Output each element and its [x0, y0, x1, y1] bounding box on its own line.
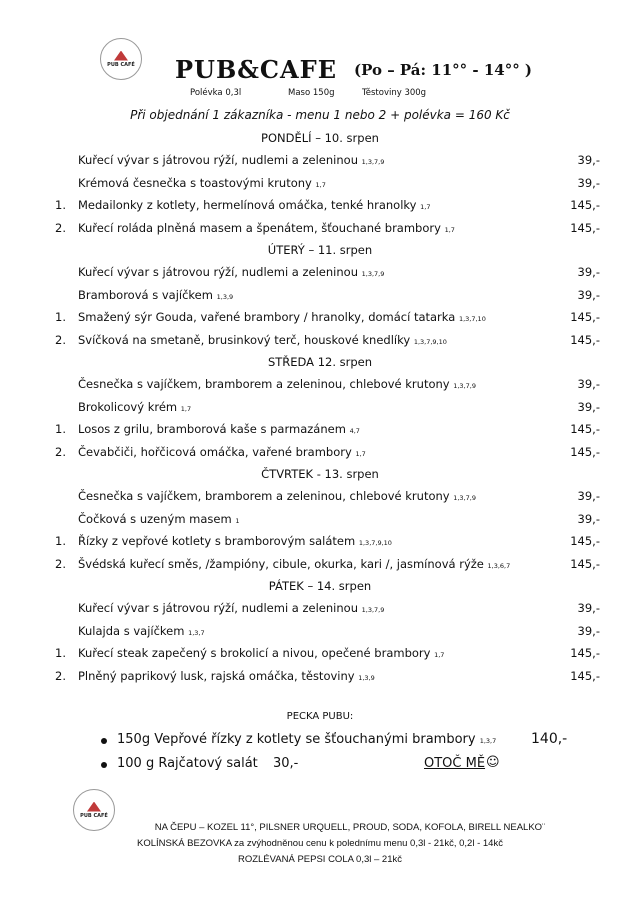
bullet-icon [101, 738, 107, 744]
item-name-wrap [78, 310, 486, 324]
item-name: Plněný paprikový lusk, rajská omáčka, těstoviny [78, 668, 355, 683]
allergens: 1,7 [420, 203, 431, 211]
item-name: Česnečka s vajíčkem, bramborem a zeleninou, chlebové krutony [78, 489, 450, 503]
item-name: Kuřecí vývar s játrovou rýží, nudlemi a zeleninou [78, 265, 358, 279]
item-number: 1. [55, 310, 66, 324]
allergens: 1,3,9 [358, 673, 375, 682]
special-item-1 [117, 732, 496, 747]
item-name: Čevabčiči, hořčicová omáčka, vařené brambory [78, 444, 352, 459]
allergens: 1,7 [434, 651, 445, 659]
allergens: 1,3,7,9 [361, 606, 385, 614]
special-item-2: 100 g Rajčatový salát [117, 756, 258, 771]
item-number: 2. [55, 556, 66, 571]
pub-logo [100, 38, 142, 80]
item-name-wrap [78, 153, 384, 167]
item-name: Svíčková na smetaně, brusinkový terč, houskové knedlíky [78, 332, 411, 347]
page-title: PUB&CAFE [175, 55, 337, 84]
allergens: 1,7 [180, 404, 192, 413]
day-heading: STŘEDA 12. srpen [267, 355, 373, 369]
allergens: 1,7 [444, 225, 455, 234]
item-number: 2. [55, 332, 66, 347]
item-price: 145,- [570, 310, 600, 324]
menu-item [0, 669, 640, 687]
menu-item [0, 288, 640, 306]
item-price: 145,- [570, 220, 600, 235]
allergens: 1,3,7,9 [361, 270, 385, 278]
item-price: 39,- [577, 489, 600, 503]
item-number: 1. [55, 198, 66, 212]
item-name-wrap [78, 333, 447, 347]
allergens: 1,3,7 [188, 628, 205, 637]
opening-hours: (Po – Pá: 11°° - 14°° ) [354, 61, 533, 79]
menu-item [0, 333, 640, 351]
item-name-wrap [78, 646, 444, 660]
menu-item [0, 310, 640, 328]
item-name: Švédská kuřecí směs, /žampióny, cibule, okurka, kari /, jasmínová rýže [78, 556, 484, 571]
item-name: Kuřecí vývar s játrovou rýží, nudlemi a zeleninou [78, 153, 358, 167]
item-name: Losos z grilu, bramborová kaše s parmazánem [78, 422, 346, 436]
portion-soup: Polévka 0,3l [190, 88, 242, 98]
item-name-wrap [78, 221, 455, 235]
item-number: 1. [55, 534, 66, 548]
item-price: 39,- [577, 153, 600, 167]
allergens: 1,7 [315, 180, 326, 189]
special-item-1-price: 140,- [531, 731, 568, 747]
logo-text: PUB CAFÉ [80, 812, 108, 819]
allergens: 1,7 [355, 449, 366, 458]
item-name-wrap [78, 669, 375, 683]
item-name: Kuřecí steak zapečený s brokolicí a nivou, opečené brambory [78, 646, 431, 660]
bullet-icon [101, 762, 107, 768]
pecka-heading: PECKA PUBU: [286, 711, 354, 722]
day-heading: ČTVRTEK - 13. srpen [261, 467, 379, 481]
allergens: 1,3,9 [216, 292, 234, 301]
menu-item [0, 422, 640, 440]
footer-drinks: NA ČEPU – KOZEL 11°, PILSNER URQUELL, PROUD, SODA, KOFOLA, BIRELL NEALKO¨ [154, 822, 546, 833]
item-name: Česnečka s vajíčkem, bramborem a zeleninou, chlebové krutony [78, 377, 450, 391]
item-price: 39,- [577, 287, 600, 302]
menu-offer: Při objednání 1 zákazníka - menu 1 nebo 2 + polévka = 160 Kč [130, 108, 510, 122]
day-heading: ÚTERÝ – 11. srpen [267, 243, 373, 257]
item-number: 2. [55, 444, 66, 459]
menu-item [0, 265, 640, 283]
allergens: 1,3,7,9 [361, 158, 385, 166]
item-price: 39,- [577, 175, 600, 190]
item-name: Kuřecí vývar s játrovou rýží, nudlemi a zeleninou [78, 601, 358, 615]
special-item-2-price: 30,- [273, 756, 299, 771]
portion-pasta: Těstoviny 300g [362, 88, 427, 98]
item-number: 1. [55, 422, 66, 436]
menu-item [0, 153, 640, 171]
item-number: 2. [55, 668, 66, 683]
item-name-wrap [78, 512, 240, 526]
allergens: 4,7 [349, 427, 360, 435]
allergens: 1,3,7,9 [453, 382, 476, 390]
item-price: 145,- [570, 198, 600, 212]
item-name-wrap [78, 557, 510, 571]
item-name: Medailonky z kotlety, hermelínová omáčka, tenké hranolky [78, 198, 417, 212]
item-name: Čočková s uzeným masem [78, 511, 232, 526]
item-number: 1. [55, 646, 66, 660]
item-price: 39,- [577, 623, 600, 638]
item-price: 39,- [577, 601, 600, 615]
item-name: Bramborová s vajíčkem [78, 287, 213, 302]
item-number: 2. [55, 220, 66, 235]
menu-item [0, 489, 640, 507]
menu-item [0, 377, 640, 395]
allergens: 1,3,7,9,10 [358, 539, 392, 547]
menu-item [0, 445, 640, 463]
allergens: 1,3,7 [479, 737, 497, 745]
item-price: 145,- [570, 556, 600, 571]
item-price: 145,- [570, 332, 600, 347]
item-name: Smažený sýr Gouda, vařené brambory / hranolky, domácí tatarka [78, 310, 456, 324]
item-name: Krémová česnečka s toastovými krutony [78, 175, 312, 190]
item-price: 145,- [570, 534, 600, 548]
menu-item [0, 557, 640, 575]
special-item-name: 150g Vepřové řízky z kotlety se šťouchanými brambory [117, 732, 476, 747]
allergens: 1,3,7,9,10 [413, 337, 447, 346]
item-price: 39,- [577, 399, 600, 414]
item-name-wrap [78, 534, 392, 548]
item-name-wrap [78, 601, 384, 615]
item-name-wrap [78, 445, 366, 459]
menu-item [0, 198, 640, 216]
footer-bezovka: KOLÍNSKÁ BEZOVKA za zvýhodněnou cenu k polednímu menu 0,3l - 21kč, 0,2l - 14kč [137, 838, 503, 849]
item-price: 145,- [570, 646, 600, 660]
item-name-wrap [78, 176, 326, 190]
item-name-wrap [78, 422, 360, 436]
day-heading: PONDĚLÍ – 10. srpen [261, 131, 379, 145]
item-name: Brokolicový krém [78, 399, 178, 414]
item-name-wrap [78, 265, 384, 279]
item-price: 39,- [577, 265, 600, 279]
portion-meat: Maso 150g [288, 88, 335, 98]
item-price: 145,- [570, 668, 600, 683]
roof-icon [87, 802, 101, 812]
item-name-wrap [78, 198, 430, 212]
menu-item [0, 176, 640, 194]
item-name-wrap [78, 400, 191, 414]
item-name: Kuřecí roláda plněná masem a špenátem, šťouchané brambory [78, 220, 441, 235]
item-name: Kulajda s vajíčkem [78, 623, 185, 638]
item-price: 39,- [577, 377, 600, 391]
item-price: 145,- [570, 422, 600, 436]
item-name-wrap [78, 489, 476, 503]
allergens: 1,3,6,7 [487, 561, 511, 570]
menu-item [0, 221, 640, 239]
day-heading: PÁTEK – 14. srpen [268, 579, 372, 593]
allergens: 1,3,7,10 [458, 315, 486, 323]
item-name-wrap [78, 288, 233, 302]
allergens: 1,3,7,9 [453, 494, 476, 502]
smiley-icon: ☺ [486, 755, 500, 770]
item-name-wrap [78, 377, 476, 391]
menu-item [0, 400, 640, 418]
menu-item [0, 624, 640, 642]
item-name: Řízky z vepřové kotlety s bramborovým salátem [78, 534, 356, 548]
menu-item [0, 512, 640, 530]
logo-text: PUB CAFÉ [107, 61, 135, 68]
item-name-wrap [78, 624, 205, 638]
footer-pepsi: ROZLÉVANÁ PEPSI COLA 0,3l – 21kč [237, 854, 403, 865]
item-price: 39,- [577, 511, 600, 526]
turn-over-note: OTOČ MĚ [424, 756, 486, 771]
roof-icon [114, 51, 128, 61]
allergens: 1 [235, 516, 240, 525]
menu-item [0, 646, 640, 664]
menu-item [0, 601, 640, 619]
item-price: 145,- [570, 444, 600, 459]
menu-item [0, 534, 640, 552]
